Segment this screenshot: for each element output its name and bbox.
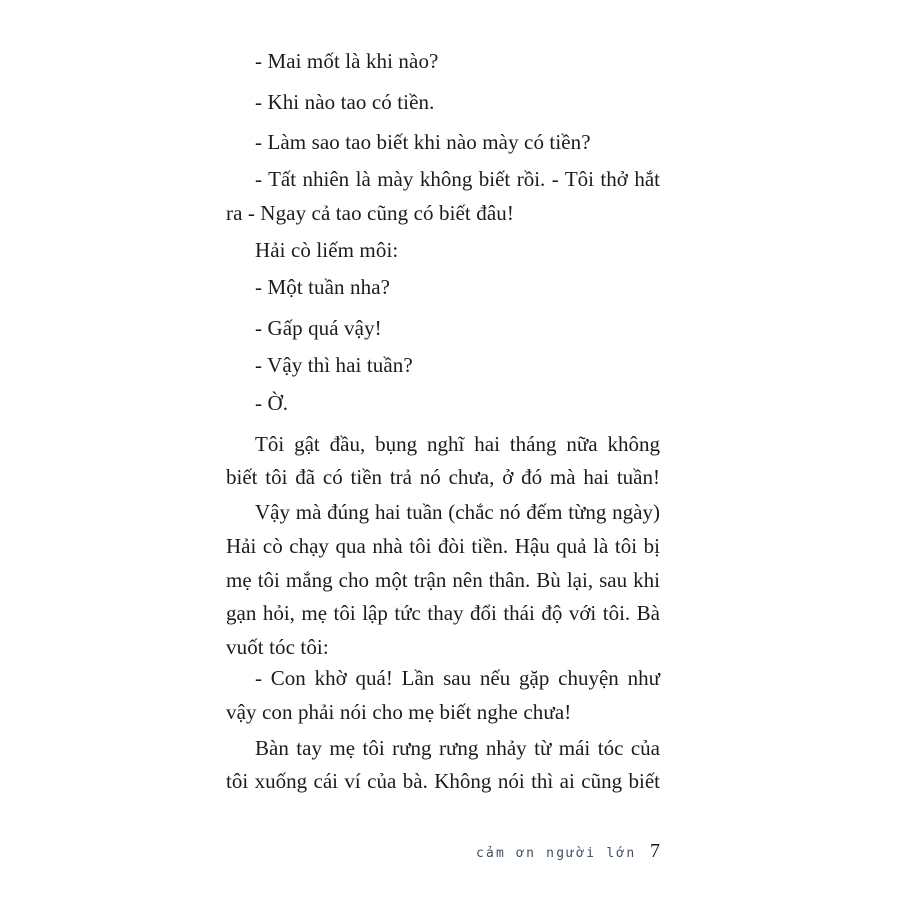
text-line: Vậy mà đúng hai tuần (chắc nó đếm từng ngày)	[255, 500, 660, 524]
text-line: Hải cò chạy qua nhà tôi đòi tiền. Hậu quả là tôi bị	[226, 534, 660, 558]
running-footer-book-title: cảm ơn người lớn	[476, 846, 637, 861]
text-line: - Một tuần nha?	[255, 275, 391, 299]
text-line: - Gấp quá vậy!	[255, 316, 382, 340]
text-line: Hải cò liếm môi:	[255, 238, 399, 262]
text-line: - Ờ.	[255, 391, 289, 415]
text-line: - Khi nào tao có tiền.	[255, 90, 435, 114]
text-line: - Mai mốt là khi nào?	[255, 49, 439, 73]
text-line: ra - Ngay cả tao cũng có biết đâu!	[226, 201, 514, 225]
text-line: biết tôi đã có tiền trả nó chưa, ở đó mà hai tuần!	[226, 465, 660, 489]
page-number: 7	[650, 840, 660, 862]
text-line: - Làm sao tao biết khi nào mày có tiền?	[255, 130, 591, 154]
text-line: - Con khờ quá! Lần sau nếu gặp chuyện như	[255, 666, 660, 690]
text-line: Bàn tay mẹ tôi rưng rưng nhảy từ mái tóc của	[255, 736, 660, 760]
text-line: vuốt tóc tôi:	[226, 635, 329, 659]
text-line: Tôi gật đầu, bụng nghĩ hai tháng nữa không	[255, 432, 660, 456]
text-line: - Tất nhiên là mày không biết rồi. - Tôi thở hắt	[255, 167, 660, 191]
text-line: mẹ tôi mắng cho một trận nên thân. Bù lại, sau khi	[226, 568, 660, 592]
text-line: vậy con phải nói cho mẹ biết nghe chưa!	[226, 700, 572, 724]
text-line: tôi xuống cái ví của bà. Không nói thì ai cũng biết	[226, 769, 660, 793]
text-line: - Vậy thì hai tuần?	[255, 353, 413, 377]
text-line: gạn hỏi, mẹ tôi lập tức thay đổi thái độ với tôi. Bà	[226, 601, 660, 625]
